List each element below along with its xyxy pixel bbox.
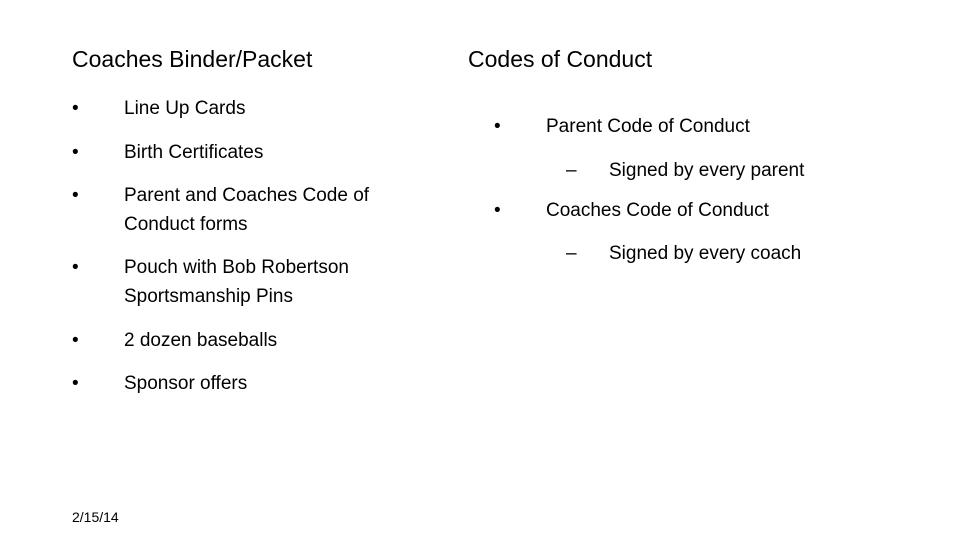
list-item [72,253,472,313]
bullet-icon: • [72,330,79,351]
right-section-title: Codes of Conduct [468,46,653,72]
list-item-text-continued: Conduct forms [124,214,248,235]
list-item [72,369,472,399]
list-item-text: Line Up Cards [124,98,246,119]
list-item-text: Parent and Coaches Code of [124,185,370,206]
bullet-icon: • [72,142,79,163]
sub-list-item [566,156,926,186]
bullet-icon: • [494,116,501,137]
list-item [494,196,914,226]
list-item-text: Parent Code of Conduct [546,116,750,137]
footer-date: 2/15/14 [72,509,119,525]
list-item-text-continued: Sportsmanship Pins [124,286,293,307]
list-item [72,326,472,356]
list-item [72,181,472,241]
list-item-text: Coaches Code of Conduct [546,200,769,221]
bullet-icon: • [494,200,501,221]
list-item [72,94,472,124]
dash-icon: – [566,243,577,264]
list-item [494,112,914,142]
list-item-text: Pouch with Bob Robertson [124,257,349,278]
bullet-icon: • [72,185,79,206]
bullet-icon: • [72,257,79,278]
dash-icon: – [566,160,577,181]
sub-list-item-text: Signed by every coach [609,243,802,264]
sub-list-item-text: Signed by every parent [609,160,805,181]
list-item-text: Birth Certificates [124,142,264,163]
list-item [72,138,472,168]
list-item-text: Sponsor offers [124,373,248,394]
bullet-icon: • [72,373,79,394]
left-section-title: Coaches Binder/Packet [72,46,313,72]
bullet-icon: • [72,98,79,119]
list-item-text: 2 dozen baseballs [124,330,278,351]
sub-list-item [566,239,926,269]
